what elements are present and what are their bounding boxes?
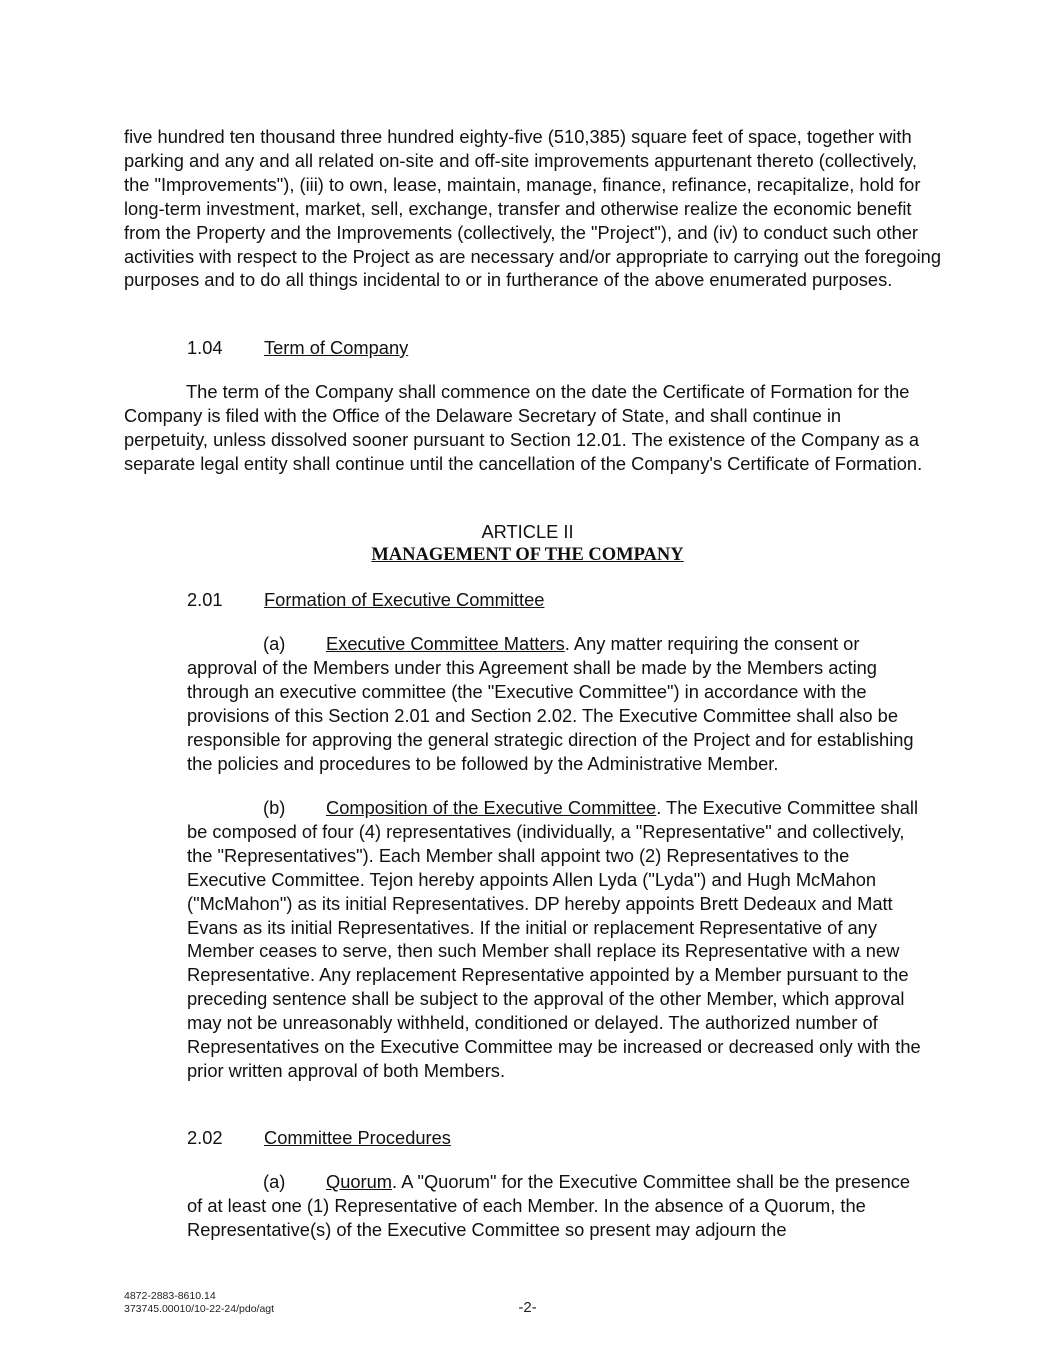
footer-matter-id: 373745.00010/10-22-24/pdo/agt (124, 1302, 275, 1315)
subsection-text: . A "Quorum" for the Executive Committee shall be the presence of at least one (1) Representative of each Member. In the absence of a Quorum, the Representative(s) of the Executive Committee so present may adjourn the (187, 1171, 911, 1240)
quorum-paragraph (187, 1170, 927, 1242)
section-title: Formation of Executive Committee (264, 589, 545, 610)
page-number: -2- (518, 1299, 537, 1316)
section-number: 2.02 (187, 1127, 223, 1148)
subsection-text: . Any matter requiring the consent or approval of the Members under this Agreement shall be made by the Members acting through an executive committee (the "Executive Committee") in accordance with the provisions of this Section 2.01 and Section 2.02. The Executive Committee shall also be responsible for approving the general strategic direction of the Project and for establishing the policies and procedures to be followed by the Administrative Member. (187, 633, 914, 774)
section-heading-1-04 (187, 336, 408, 360)
subsection-label: (a) (263, 633, 286, 654)
term-of-company-paragraph: The term of the Company shall commence on the date the Certificate of Formation for the Company is filed with the Office of the Delaware Secretary of State, and shall continue in perpetuity, unless dissolved sooner pursuant to Section 12.01. The existence of the Company as a separate legal entity shall continue until the cancellation of the Company's Certificate of Formation. (124, 381, 923, 474)
subsection-title: Executive Committee Matters (326, 633, 565, 654)
section-number: 2.01 (187, 589, 223, 610)
section-heading-2-02 (187, 1126, 451, 1150)
intro-paragraph: five hundred ten thousand three hundred eighty-five (510,385) square feet of space, together with parking and any and all related on-site and off-site improvements appurtenant thereto (collectively, the "Improvements"), (iii) to own, lease, maintain, manage, finance, refinance, recapitalize, hold for long-term investment, market, sell, exchange, transfer and otherwise realize the economic benefit from the Property and the Improvements (collectively, the "Project"), and (iv) to conduct such other activities with respect to the Project as are necessary and/or appropriate to carrying out the foregoing purposes and to do all things incidental to or in furtherance of the above enumerated purposes. (124, 126, 941, 291)
article-number: ARTICLE II (481, 521, 574, 542)
subsection-label: (a) (263, 1171, 286, 1192)
section-title: Committee Procedures (264, 1127, 451, 1148)
executive-committee-matters-paragraph (187, 632, 927, 775)
section-number: 1.04 (187, 337, 223, 358)
subsection-title: Composition of the Executive Committee (326, 797, 657, 818)
footer-doc-id: 4872-2883-8610.14 (124, 1290, 216, 1302)
composition-paragraph (187, 796, 927, 1083)
subsection-text: . The Executive Committee shall be composed of four (4) representatives (individually, a "Representative" and collectively, the "Representatives"). Each Member shall appoint two (2) Representatives to the Executive Committee. Tejon hereby appoints Allen Lyda ("Lyda") and Hugh McMahon ("McMahon") as its initial Representatives. DP hereby appoints Brett Dedeaux and Matt Evans as its initial Representatives. If the initial or replacement Representative of any Member ceases to serve, then such Member shall replace its Representative with a new Representative. Any replacement Representative appointed by a Member pursuant to the preceding sentence shall be subject to the approval of the other Member, which approval may not be unreasonably withheld, conditioned or delayed. The authorized number of Representatives on the Executive Committee may be increased or decreased only with the prior written approval of both Members. (187, 797, 921, 1081)
article-title: MANAGEMENT OF THE COMPANY (371, 545, 684, 565)
section-heading-2-01 (187, 588, 544, 612)
subsection-title: Quorum (326, 1171, 393, 1192)
subsection-label: (b) (263, 797, 286, 818)
section-title: Term of Company (264, 337, 409, 358)
